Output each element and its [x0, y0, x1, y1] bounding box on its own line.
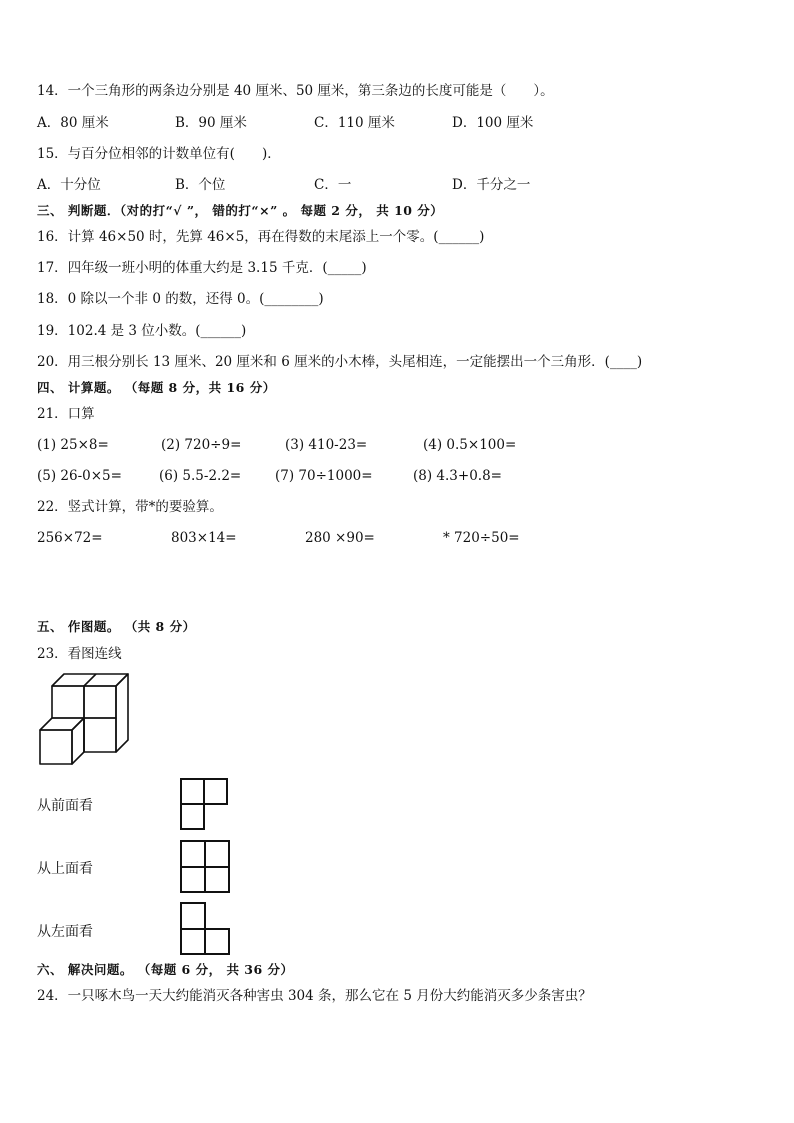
question-24: 24．一只啄木鸟一天大约能消灭各种害虫 304 条，那么它在 5 月份大约能消灭多少条害虫？	[37, 988, 592, 1004]
q15-option-a: A．十分位	[37, 177, 101, 193]
q21-item-8: (8) 4.3+0.8=	[413, 468, 502, 484]
cube-stack-figure	[38, 672, 134, 768]
q15-option-c: C．一	[314, 177, 352, 193]
q21-item-6: (6) 5.5-2.2=	[159, 468, 242, 484]
q15-option-d: D．千分之一	[452, 177, 531, 193]
q15-option-b: B．个位	[175, 177, 226, 193]
q14-option-d: D．100 厘米	[452, 115, 534, 131]
q22-item-3: 280 ×90=	[305, 530, 375, 546]
question-16: 16．计算 46×50 时，先算 46×5，再在得数的末尾添上一个零。(______)	[37, 229, 485, 245]
front-view-shape	[180, 778, 230, 830]
question-14: 14．一个三角形的两条边分别是 40 厘米、50 厘米，第三条边的长度可能是（ ）。	[37, 83, 554, 99]
section-6-heading: 六、 解决问题。 （每题 6 分， 共 36 分）	[37, 962, 294, 977]
question-15: 15．与百分位相邻的计数单位有( )．	[37, 146, 281, 162]
q22-item-1: 256×72=	[37, 530, 103, 546]
question-20: 20．用三根分别长 13 厘米、20 厘米和 6 厘米的小木棒，头尾相连，一定能摆出一个三角形．(____)	[37, 354, 643, 370]
q22-item-4: * 720÷50=	[443, 530, 520, 546]
question-19: 19．102.4 是 3 位小数。(______)	[37, 323, 247, 339]
q14-option-b: B．90 厘米	[175, 115, 247, 131]
section-5-heading: 五、 作图题。 （共 8 分）	[37, 619, 196, 634]
section-4-heading: 四、 计算题。 （每题 8 分，共 16 分）	[37, 380, 276, 395]
q21-item-5: (5) 26-0×5=	[37, 468, 122, 484]
left-view-shape	[180, 902, 232, 956]
question-21-title: 21．口算	[37, 406, 95, 422]
question-22-title: 22．竖式计算，带*的要验算。	[37, 499, 223, 515]
q21-item-7: (7) 70÷1000=	[275, 468, 373, 484]
view-label-top: 从上面看	[37, 861, 93, 877]
q14-option-a: A．80 厘米	[37, 115, 109, 131]
view-label-front: 从前面看	[37, 798, 93, 814]
q22-item-2: 803×14=	[171, 530, 237, 546]
q21-item-3: (3) 410-23=	[285, 437, 368, 453]
q21-item-2: (2) 720÷9=	[161, 437, 242, 453]
q14-option-c: C．110 厘米	[314, 115, 395, 131]
question-18: 18．0 除以一个非 0 的数，还得 0。(________)	[37, 291, 324, 307]
question-17: 17．四年级一班小明的体重大约是 3.15 千克．(_____)	[37, 260, 367, 276]
q21-item-4: (4) 0.5×100=	[423, 437, 517, 453]
q21-item-1: (1) 25×8=	[37, 437, 109, 453]
question-23-title: 23．看图连线	[37, 646, 122, 662]
top-view-shape	[180, 840, 232, 894]
section-3-heading: 三、 判断题．（对的打“√ ”， 错的打“×” 。 每题 2 分， 共 10 分）	[37, 203, 444, 218]
view-label-left: 从左面看	[37, 924, 93, 940]
